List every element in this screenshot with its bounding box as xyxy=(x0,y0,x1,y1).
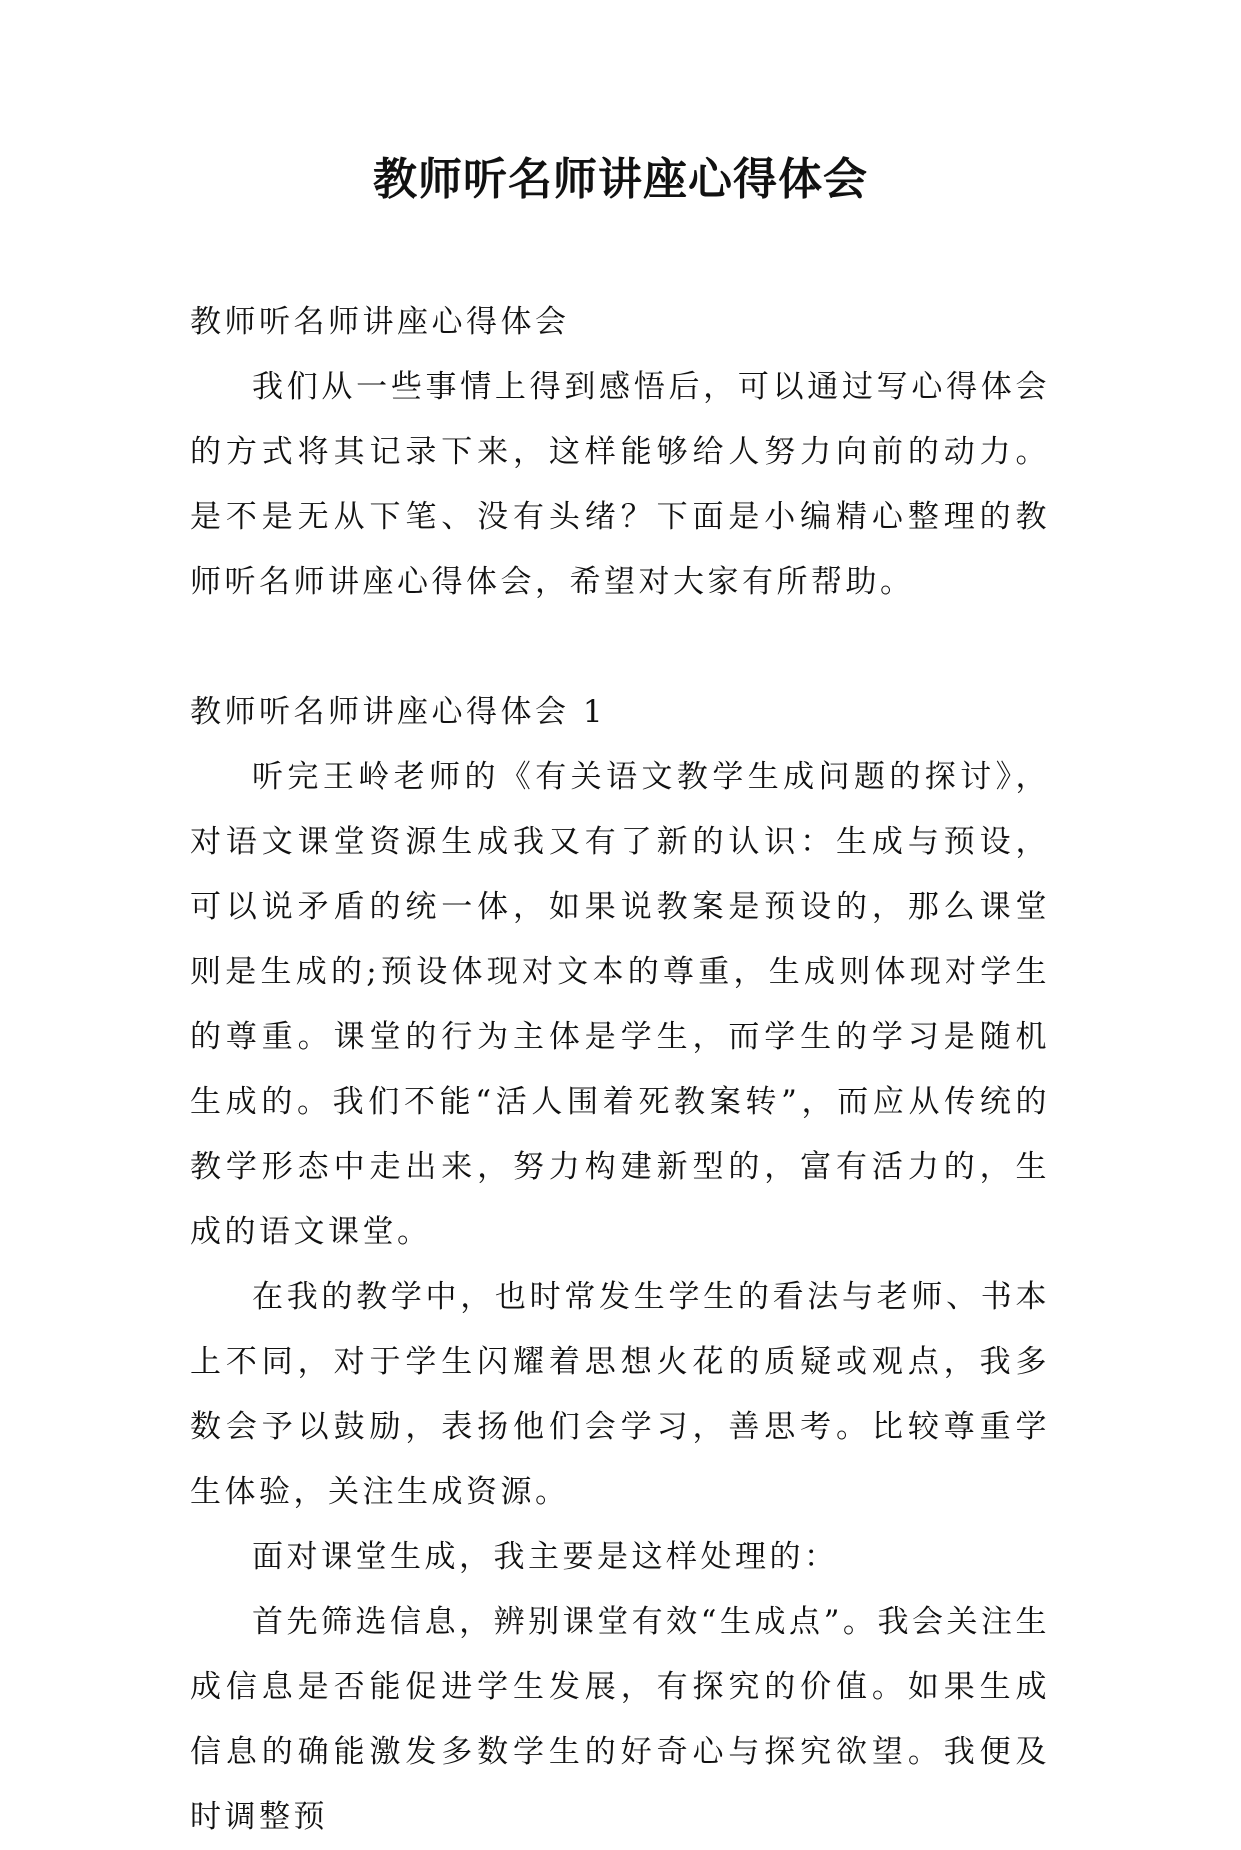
body-paragraph: 面对课堂生成，我主要是这样处理的： xyxy=(252,1539,839,1575)
document-subtitle: 教师听名师讲座心得体会 xyxy=(190,304,570,340)
body-paragraph: 听完王岭老师的《有关语文教学生成问题的探讨》，对语文课堂资源生成我又有了新的认识：生成与预设，可以说矛盾的统一体，如果说教案是预设的，那么课堂则是生成的;预设体现对文本的尊重，生成则体现对学生的尊重。课堂的行为主体是学生，而学生的学习是随机生成的。我们不能“活人围着死教案转”，而应从传统的教学形态中走出来，努力构建新型的，富有活力的，生成的语文课堂。 xyxy=(190,759,1050,1250)
intro-paragraph: 我们从一些事情上得到感悟后，可以通过写心得体会的方式将其记录下来，这样能够给人努力向前的动力。是不是无从下笔、没有头绪？下面是小编精心整理的教师听名师讲座心得体会，希望对大家有所帮助。 xyxy=(190,369,1050,600)
body-paragraph: 首先筛选信息，辨别课堂有效“生成点”。我会关注生成信息是否能促进学生发展，有探究的价值。如果生成信息的确能激发多数学生的好奇心与探究欲望。我便及时调整预 xyxy=(190,1604,1050,1835)
section-heading: 教师听名师讲座心得体会 1 xyxy=(190,694,607,730)
document-title: 教师听名师讲座心得体会 xyxy=(373,154,868,205)
document-body xyxy=(190,290,1050,1850)
paragraph-spacer xyxy=(190,615,1050,680)
body-paragraph: 在我的教学中，也时常发生学生的看法与老师、书本上不同，对于学生闪耀着思想火花的质疑或观点，我多数会予以鼓励，表扬他们会学习，善思考。比较尊重学生体验，关注生成资源。 xyxy=(190,1279,1050,1510)
